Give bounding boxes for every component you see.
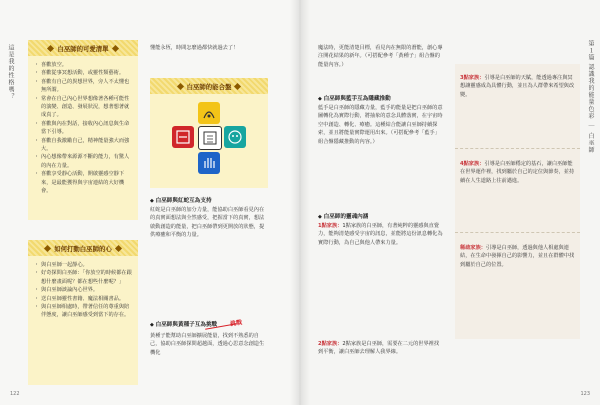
white-wizard-glyph — [198, 126, 222, 150]
subheading: ◆ 白巫師與藍手互為隱藏推動 — [318, 94, 391, 102]
list-item: ・ 與白巫師一起靜心。 — [36, 261, 132, 269]
list-item: ・ 常會在自己內心世界想像著各種可能性的演變、創造、發展狀況，想著想著就成真了。 — [36, 95, 132, 120]
diamond-icon — [177, 82, 184, 89]
list-item: ・ 喜歡放空。 — [36, 61, 132, 69]
list-item: ・ 喜歡與內在對話，接收內心訊息與生命當下引導。 — [36, 120, 132, 137]
family-text: 引導是白巫師穩定的基石，讓白巫師能在世界運作裡，找到屬於自己的定位與節奏，並持續在人生道路上往前邁進。 — [460, 161, 575, 184]
heart-box-title: 如何打動白巫師的心 — [54, 244, 112, 253]
list-item: ・ 喜歡自我激勵自己，精神能量強大而強大。 — [36, 137, 132, 154]
likes-list — [28, 59, 138, 200]
glyph-box-title: 白巫師的能合盤 — [186, 82, 232, 91]
teal-glyph — [224, 126, 246, 148]
subheading: ◆ 白巫師與紅蛇互為支持 — [150, 196, 212, 204]
paragraph — [460, 74, 575, 99]
list-item: ・ 喜歡有自己的異想世界，旁人不太懂也無所謂。 — [36, 78, 132, 95]
list-item: ・ 與白巫師相處時，帶著信任的尊重與陪伴態度，讓白巫師感受到當下的存在。 — [36, 303, 132, 320]
likes-box-title: 白巫師的可愛清單 — [57, 44, 109, 53]
diamond-icon — [47, 44, 54, 51]
yellow-seed-glyph — [198, 102, 220, 124]
paragraph: 黃種子能幫助白巫師擴展能量，找到不熟悉的自己，協助白巫師探問超越面，透過心思意念創造生機化 — [150, 333, 265, 356]
family-label: 稀疏家族： — [460, 245, 486, 251]
column-text-top: 懂能永恆，時間怎麼過都快就過去了！ — [150, 45, 239, 51]
wizard-glyph-icon — [199, 127, 221, 149]
list-item: ・ 送白巫師靈性書籍、魔法相關書品。 — [36, 295, 132, 303]
heart-box — [28, 240, 138, 385]
paragraph — [318, 340, 443, 357]
diamond-icon — [112, 44, 119, 51]
subheading: ◆ 白巫師的靈魂內涵 — [318, 212, 368, 220]
family-text: 2點家族是白巫師，需要在二元的世界裡找到平衡，讓白巫師去理解人我界線。 — [318, 341, 440, 356]
family-label: 1點家族： — [318, 223, 343, 229]
family-text: 1點家族的白巫師，有著純粹的靈感與直覺力，能夠清楚感受宇宙的訊息，並能將這份訊息轉化為實際行動，為自己與他人帶來力量。 — [318, 223, 443, 246]
heart-list — [28, 259, 138, 324]
serpent-glyph-icon — [172, 126, 194, 148]
likes-box-header — [28, 40, 138, 56]
divider — [455, 232, 580, 233]
list-item: ・ 好奇探問白巫師：「你放空的時候都在跟想什麼畫面呢？都在想些什麼呢？」 — [36, 269, 132, 286]
glyph-box-header — [150, 78, 268, 94]
family-label: 2點家族： — [318, 341, 343, 347]
page-number: 123 — [580, 391, 590, 397]
family-label: 3點家族： — [460, 75, 485, 81]
paragraph — [460, 244, 575, 269]
page-number: 122 — [10, 391, 20, 397]
seed-glyph-icon — [198, 102, 220, 124]
face-glyph-icon — [224, 126, 246, 148]
annotation-label: 挑戰 — [229, 319, 243, 328]
list-item: ・ 喜歡享受靜心活動，開啟靈感空靜下來，是最能獲得與宇宙連結的大好機會。 — [36, 170, 132, 195]
red-serpent-glyph — [172, 126, 194, 148]
divider — [455, 148, 580, 149]
glyph-box — [150, 78, 268, 188]
right-vertical-title: 第１篇 認識我的能量色彩 ｜ 白巫師 — [587, 40, 594, 154]
heart-box-header — [28, 240, 138, 256]
list-item: ・ 與白巫師談論內心世界。 — [36, 286, 132, 294]
blue-hand-glyph — [198, 152, 220, 174]
hand-glyph-icon — [198, 152, 220, 174]
paragraph: 魔法時，更能清楚目標，看見內在無限的潛能，創心專注開花結果的新年。（可搭配參考「黃種子」組合盤的能量內容。） — [318, 45, 443, 68]
subheading: ◆ 白巫師與黃種子互為挑戰 — [150, 320, 217, 328]
diamond-icon — [44, 244, 51, 251]
paragraph: 紅蛇是白巫師的加分力量，能協助白巫師看見內在的真實面想法與全然感受，把握當下的真實，想法啟動創造的能量，把白巫師帶到更開放的狀態，提供療癒和平衡的力量。 — [150, 207, 265, 239]
paragraph: 藍手是白巫師的隱藏力量，藍手的能量是把白巫師的意圖轉化為實際行動，將抽象的意念具體落實，在宇宙時空中創造、轉化、療癒。這種結合能讓白巫師持續探索，並且將能量實際運用出來。（可搭配參考「藍手」組合盤隱藏推動的內容。） — [318, 105, 443, 145]
family-text: 引導是白巫師，透過與他人相處與連結，在生命中發揮自己的影響力，並且在群體中找到屬於自己的位置。 — [460, 245, 575, 268]
list-item: ・ 喜歡從事冥想活動，或靈性類藝術。 — [36, 69, 132, 77]
list-item: ・ 內心想像帶來源源不斷的能力，有驚人的內在力量。 — [36, 153, 132, 170]
sidebar-panel — [455, 64, 580, 339]
book-gutter — [290, 0, 310, 405]
paragraph — [318, 222, 443, 247]
left-vertical-title: 這是我的性格嗎？ — [7, 44, 14, 100]
paragraph — [460, 160, 575, 185]
family-label: 4點家族： — [460, 161, 485, 167]
likes-box — [28, 40, 138, 220]
diamond-icon — [234, 82, 241, 89]
diamond-icon — [115, 244, 122, 251]
family-text: 引導是白巫師的天賦，能透過專注與冥想讓靈感成為具體行動，並且為人群帶來希望與改變。 — [460, 75, 575, 98]
